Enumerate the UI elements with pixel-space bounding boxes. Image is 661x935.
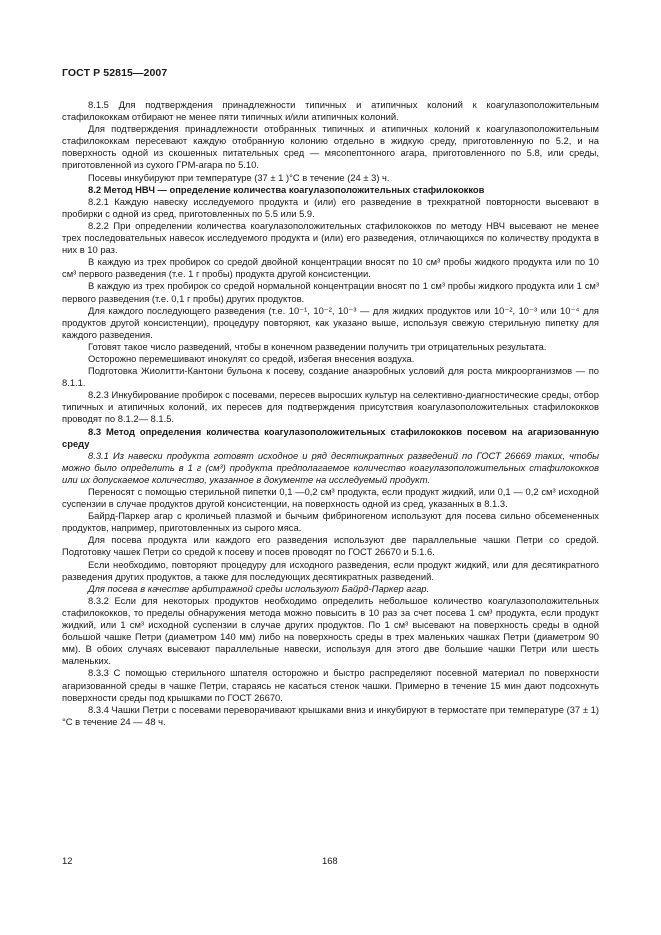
paragraph: 8.2.1 Каждую навеску исследуемого продукта и (или) его разведение в трехкратной повторности высевают в пробирки с одной из сред, приготовленных по 5.5 или 5.9. — [62, 195, 599, 219]
page-number: 12 — [62, 855, 73, 866]
sheet-number: 168 — [322, 855, 338, 866]
paragraph: Готовят такое число разведений, чтобы в конечном разведении получить три отрицательных результата. — [88, 340, 547, 352]
paragraph: Если необходимо, повторяют процедуру для исходного разведения, если продукт жидкий, или для десятикратного разведения других продуктов, а также для последующих десятикратных разведений. — [62, 558, 599, 582]
paragraph: 8.3.3 С помощью стерильного шпателя осторожно и быстро распределяют посевной материал по поверхности агаризованной среды в чашке Петри, стараясь не касаться стенок чашки. Примерно в течение 15 мин дают подсохнуть поверхности среды под крышками по ГОСТ 26670. — [62, 667, 599, 703]
paragraph: Подготовка Жиолитти-Кантони бульона к посеву, создание анаэробных условий для роста микроорганизмов — по 8.1.1. — [62, 365, 599, 389]
document-body — [62, 99, 599, 728]
paragraph: Переносят с помощью стерильной пипетки 0,1 —0,2 см³ продукта, если продукт жидкий, или 0,1 — 0,2 см³ исходной суспензии в случае продуктов другой консистенции, на поверхность одной из сред, указанных в 8.1.3. — [62, 486, 599, 510]
paragraph: 8.3.4 Чашки Петри с посевами переворачивают крышками вниз и инкубируют в термостате при температуре (37 ± 1) °С в течение 24 — 48 ч. — [62, 703, 599, 727]
section-heading: 8.3 Метод определения количества коагулазоположительных стафилококков посевом на агаризованную среду — [62, 425, 599, 449]
paragraph: В каждую из трех пробирок со средой нормальной концентрации вносят по 1 см³ пробы жидкого продукта или 1 см³ первого разведения (т.е. 0,1 г пробы) других продуктов. — [62, 280, 599, 304]
paragraph: В каждую из трех пробирок со средой двойной концентрации вносят по 10 см³ пробы жидкого продукта или по 10 см³ первого разведения (т.е. 1 г пробы) продукта другой консистенции. — [62, 256, 599, 280]
paragraph: 8.2.2 При определении количества коагулазоположительных стафилококков по методу НВЧ высевают не менее трех последовательных навесок исследуемого продукта и (или) его разведения, отличающихся по количеству продукта в них в 10 раз. — [62, 219, 599, 256]
paragraph-italic: 8.3.1 Из навески продукта готовят исходное и ряд десятикратных разведений по ГОСТ 26669 таких, чтобы можно было определить в 1 г (см³) продукта предполагаемое количество коагулазоположительных стафилококков или их допускаемое количество, указанное в документе на исследуемый продукт. — [62, 449, 599, 485]
paragraph-italic: Для посева в качестве арбитражной среды используют Байрд-Паркер агар. — [88, 582, 430, 594]
document-header: ГОСТ Р 52815—2007 — [62, 67, 168, 79]
paragraph: Байрд-Паркер агар с кроличьей плазмой и бычьим фибриногеном используют для посева сильно обсемененных продуктов, например, приготовленных из сырого мяса. — [62, 510, 599, 534]
paragraph: Для каждого последующего разведения (т.е. 10⁻¹, 10⁻², 10⁻³ — для жидких продуктов или 10⁻², 10⁻³ или 10⁻⁴ для продуктов другой консистенции), процедуру повторяют, как указано выше, используя свежую стерильную пипетку для каждого разведения. — [62, 304, 599, 340]
paragraph: Посевы инкубируют при температуре (37 ± 1 )°С в течение (24 ± 3) ч. — [88, 171, 390, 183]
paragraph: 8.3.2 Если для некоторых продуктов необходимо определить небольшое количество коагулазоположительных стафилококков, то пределы обнаружения метода можно повысить в 10 раз за счет посева 1 см³ продукта, если продукт жидкий, или 1 см³ исходной суспензии в случае других продуктов. По 1 см³ высевают на поверхность среды в одной большой чашке Петри (диаметром 140 мм) либо на поверхность среды в трех маленьких чашках Петри (диаметром 90 мм). В обоих случаях высевают параллельные навески, используя для этого две большие чашки Петри или шесть маленьких. — [62, 594, 599, 667]
paragraph: 8.2.3 Инкубирование пробирок с посевами, пересев выросших культур на селективно-диагностические среды, отбор типичных и атипичных колоний, их пересев для подтверждения присутствия коагулазоположительных стафилококков проводят по 8.1.2— 8.1.5. — [62, 389, 599, 425]
paragraph: 8.1.5 Для подтверждения принадлежности типичных и атипичных колоний к коагулазоположительным стафилококкам отбирают не менее пяти типичных и/или атипичных колоний. — [62, 99, 599, 123]
section-heading: 8.2 Метод НВЧ — определение количества коагулазоположительных стафилококков — [88, 183, 485, 195]
paragraph: Для подтверждения принадлежности отобранных типичных и атипичных колоний к коагулазоположительным стафилококкам пересевают каждую отобранную колонию отдельно в жидкую среду, приготовленную по 5.2, и на поверхность одной из скошенных питательных сред — мясопептонного агара, приготовленного по 5.8, или среды, приготовленной из сухого ГРМ-агара по 5.10. — [62, 123, 599, 171]
paragraph: Для посева продукта или каждого его разведения используют две параллельные чашки Петри со средой. Подготовку чашек Петри со средой к посеву и посев проводят по ГОСТ 26670 и 5.1.6. — [62, 534, 599, 558]
paragraph: Осторожно перемешивают инокулят со средой, избегая внесения воздуха. — [88, 352, 415, 364]
